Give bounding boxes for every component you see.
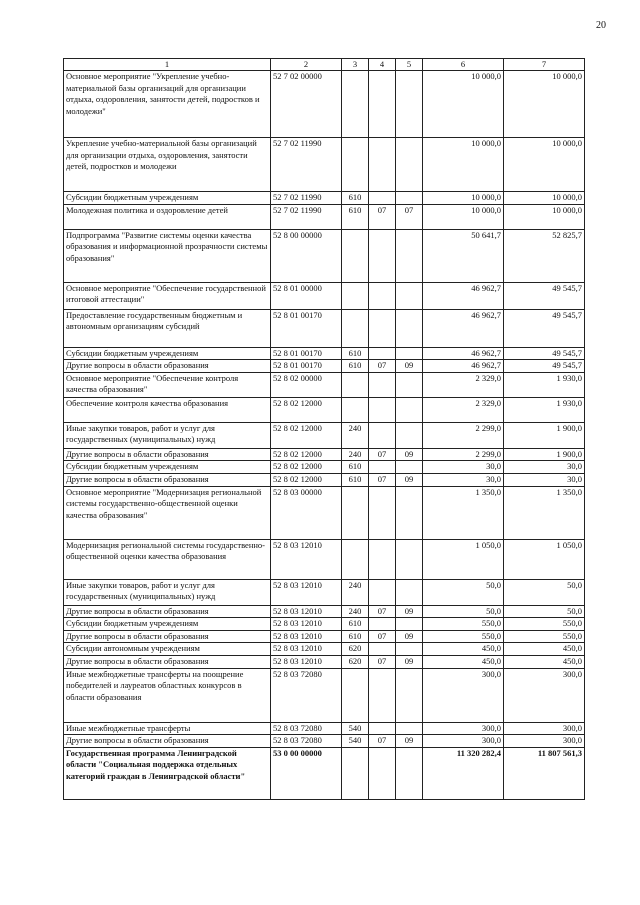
expense-type-cell (342, 309, 369, 347)
row-name-cell: Другие вопросы в области образования (64, 630, 271, 643)
code-cell: 52 8 02 00000 (271, 372, 342, 397)
table-body (64, 71, 585, 800)
code-cell: 52 8 03 12010 (271, 579, 342, 605)
amount-col7-cell: 49 545,7 (504, 309, 585, 347)
amount-col6-cell: 300,0 (423, 668, 504, 722)
subsection-cell (396, 618, 423, 631)
expense-type-cell (342, 747, 369, 799)
row-name-cell: Другие вопросы в области образования (64, 655, 271, 668)
amount-col7-cell: 550,0 (504, 630, 585, 643)
subsection-cell: 07 (396, 204, 423, 229)
table-row (64, 138, 585, 192)
expense-type-cell (342, 372, 369, 397)
subsection-cell (396, 282, 423, 309)
subsection-cell (396, 486, 423, 539)
code-cell: 52 8 03 12010 (271, 655, 342, 668)
subsection-cell (396, 138, 423, 192)
expense-type-cell: 540 (342, 722, 369, 735)
subsection-cell (396, 372, 423, 397)
section-cell (369, 309, 396, 347)
expense-type-cell: 240 (342, 605, 369, 618)
row-name-cell: Предоставление государственным бюджетным и автономным организациям субсидий (64, 309, 271, 347)
table-row (64, 618, 585, 631)
row-name-cell: Другие вопросы в области образования (64, 473, 271, 486)
table-row (64, 71, 585, 138)
table-row (64, 397, 585, 422)
section-cell (369, 747, 396, 799)
row-name-cell: Другие вопросы в области образования (64, 605, 271, 618)
amount-col6-cell: 10 000,0 (423, 71, 504, 138)
table-row (64, 630, 585, 643)
amount-col6-cell: 300,0 (423, 735, 504, 748)
amount-col7-cell: 10 000,0 (504, 204, 585, 229)
row-name-cell: Иные закупки товаров, работ и услуг для государственных (муниципальных) нужд (64, 422, 271, 448)
code-cell: 52 8 03 72080 (271, 722, 342, 735)
expense-type-cell: 610 (342, 618, 369, 631)
section-cell: 07 (369, 204, 396, 229)
amount-col6-cell: 10 000,0 (423, 192, 504, 205)
amount-col6-cell: 11 320 282,4 (423, 747, 504, 799)
code-cell: 52 8 02 12000 (271, 448, 342, 461)
section-cell (369, 579, 396, 605)
table-row (64, 605, 585, 618)
amount-col7-cell: 1 900,0 (504, 448, 585, 461)
amount-col7-cell: 30,0 (504, 473, 585, 486)
subsection-cell (396, 309, 423, 347)
amount-col7-cell: 52 825,7 (504, 229, 585, 282)
amount-col6-cell: 550,0 (423, 618, 504, 631)
amount-col7-cell: 450,0 (504, 643, 585, 656)
code-cell: 52 8 01 00170 (271, 309, 342, 347)
amount-col6-cell: 46 962,7 (423, 309, 504, 347)
expense-type-cell (342, 539, 369, 579)
section-cell (369, 229, 396, 282)
amount-col7-cell: 50,0 (504, 605, 585, 618)
amount-col7-cell: 49 545,7 (504, 282, 585, 309)
subsection-cell (396, 747, 423, 799)
amount-col7-cell: 450,0 (504, 655, 585, 668)
expense-type-cell: 240 (342, 579, 369, 605)
amount-col7-cell: 300,0 (504, 735, 585, 748)
row-name-cell: Иные закупки товаров, работ и услуг для государственных (муниципальных) нужд (64, 579, 271, 605)
subsection-cell: 09 (396, 448, 423, 461)
amount-col6-cell: 2 329,0 (423, 372, 504, 397)
table-row (64, 282, 585, 309)
row-name-cell: Иные межбюджетные трансферты на поощрение победителей и лауреатов областных конкурсов в области образования (64, 668, 271, 722)
table-row (64, 229, 585, 282)
row-name-cell: Обеспечение контроля качества образования (64, 397, 271, 422)
code-cell: 53 0 00 00000 (271, 747, 342, 799)
column-header: 7 (504, 59, 585, 71)
subsection-cell (396, 347, 423, 360)
amount-col7-cell: 11 807 561,3 (504, 747, 585, 799)
expense-type-cell (342, 229, 369, 282)
subsection-cell (396, 422, 423, 448)
expense-type-cell: 610 (342, 473, 369, 486)
expense-type-cell: 240 (342, 448, 369, 461)
column-header: 1 (64, 59, 271, 71)
section-cell: 07 (369, 360, 396, 373)
amount-col7-cell: 1 900,0 (504, 422, 585, 448)
column-header: 6 (423, 59, 504, 71)
table-row (64, 579, 585, 605)
code-cell: 52 8 01 00000 (271, 282, 342, 309)
expense-type-cell (342, 282, 369, 309)
table-row (64, 372, 585, 397)
code-cell: 52 8 03 72080 (271, 735, 342, 748)
amount-col6-cell: 46 962,7 (423, 282, 504, 309)
table-row (64, 668, 585, 722)
section-cell (369, 397, 396, 422)
section-cell: 07 (369, 473, 396, 486)
section-cell (369, 461, 396, 474)
subsection-cell: 09 (396, 655, 423, 668)
table-row (64, 735, 585, 748)
amount-col7-cell: 50,0 (504, 579, 585, 605)
amount-col6-cell: 550,0 (423, 630, 504, 643)
column-header: 2 (271, 59, 342, 71)
amount-col7-cell: 300,0 (504, 668, 585, 722)
expense-type-cell: 540 (342, 735, 369, 748)
table-row (64, 722, 585, 735)
code-cell: 52 8 01 00170 (271, 360, 342, 373)
amount-col6-cell: 10 000,0 (423, 204, 504, 229)
table-header-row (64, 59, 585, 71)
table-row (64, 473, 585, 486)
row-name-cell: Другие вопросы в области образования (64, 448, 271, 461)
row-name-cell: Субсидии автономным учреждениям (64, 643, 271, 656)
row-name-cell: Субсидии бюджетным учреждениям (64, 347, 271, 360)
code-cell: 52 8 01 00170 (271, 347, 342, 360)
expense-type-cell: 610 (342, 461, 369, 474)
section-cell (369, 372, 396, 397)
code-cell: 52 8 03 12010 (271, 643, 342, 656)
expense-type-cell: 610 (342, 630, 369, 643)
table-row (64, 360, 585, 373)
row-name-cell: Основное мероприятие "Обеспечение контроля качества образования" (64, 372, 271, 397)
section-cell (369, 643, 396, 656)
amount-col7-cell: 550,0 (504, 618, 585, 631)
row-name-cell: Основное мероприятие "Обеспечение государственной итоговой аттестации" (64, 282, 271, 309)
subsection-cell (396, 579, 423, 605)
amount-col7-cell: 300,0 (504, 722, 585, 735)
expense-type-cell (342, 486, 369, 539)
subsection-cell (396, 461, 423, 474)
amount-col7-cell: 49 545,7 (504, 360, 585, 373)
amount-col6-cell: 30,0 (423, 473, 504, 486)
code-cell: 52 8 02 12000 (271, 397, 342, 422)
amount-col6-cell: 46 962,7 (423, 360, 504, 373)
expense-type-cell (342, 138, 369, 192)
expense-type-cell: 610 (342, 204, 369, 229)
table-row (64, 422, 585, 448)
row-name-cell: Субсидии бюджетным учреждениям (64, 192, 271, 205)
row-name-cell: Другие вопросы в области образования (64, 360, 271, 373)
subsection-cell (396, 192, 423, 205)
column-header: 3 (342, 59, 369, 71)
row-name-cell: Государственная программа Ленинградской области "Социальная поддержка отдельных категорий граждан в Ленинградской области" (64, 747, 271, 799)
column-header: 4 (369, 59, 396, 71)
column-header: 5 (396, 59, 423, 71)
amount-col7-cell: 10 000,0 (504, 192, 585, 205)
amount-col7-cell: 1 930,0 (504, 397, 585, 422)
subsection-cell: 09 (396, 473, 423, 486)
expense-type-cell: 610 (342, 347, 369, 360)
code-cell: 52 8 03 12010 (271, 605, 342, 618)
table-row (64, 486, 585, 539)
table-row (64, 309, 585, 347)
amount-col7-cell: 1 050,0 (504, 539, 585, 579)
subsection-cell (396, 397, 423, 422)
expense-type-cell: 620 (342, 655, 369, 668)
amount-col7-cell: 30,0 (504, 461, 585, 474)
code-cell: 52 8 02 12000 (271, 473, 342, 486)
section-cell (369, 138, 396, 192)
section-cell (369, 618, 396, 631)
amount-col6-cell: 2 329,0 (423, 397, 504, 422)
code-cell: 52 7 02 00000 (271, 71, 342, 138)
amount-col6-cell: 46 962,7 (423, 347, 504, 360)
section-cell (369, 71, 396, 138)
row-name-cell: Модернизация региональной системы государственно-общественной оценки качества образования (64, 539, 271, 579)
subsection-cell: 09 (396, 360, 423, 373)
section-cell (369, 422, 396, 448)
row-name-cell: Основное мероприятие "Укрепление учебно-материальной базы организаций для организации отдыха, оздоровления, занятости детей, подростков и молодежи" (64, 71, 271, 138)
expense-type-cell (342, 668, 369, 722)
code-cell: 52 8 03 72080 (271, 668, 342, 722)
expense-type-cell: 610 (342, 192, 369, 205)
section-cell: 07 (369, 735, 396, 748)
subsection-cell (396, 229, 423, 282)
subsection-cell (396, 668, 423, 722)
subsection-cell (396, 71, 423, 138)
amount-col7-cell: 1 350,0 (504, 486, 585, 539)
expense-type-cell: 240 (342, 422, 369, 448)
section-cell (369, 539, 396, 579)
code-cell: 52 8 02 12000 (271, 422, 342, 448)
subsection-cell: 09 (396, 630, 423, 643)
row-name-cell: Основное мероприятие "Модернизация региональной системы государственно-общественной оценки качества образования" (64, 486, 271, 539)
code-cell: 52 8 00 00000 (271, 229, 342, 282)
subsection-cell (396, 643, 423, 656)
table-row (64, 539, 585, 579)
expense-type-cell: 620 (342, 643, 369, 656)
code-cell: 52 8 03 12010 (271, 539, 342, 579)
amount-col6-cell: 10 000,0 (423, 138, 504, 192)
section-cell: 07 (369, 655, 396, 668)
table-row (64, 461, 585, 474)
row-name-cell: Подпрограмма "Развитие системы оценки качества образования и информационной прозрачности системы образования" (64, 229, 271, 282)
amount-col6-cell: 450,0 (423, 643, 504, 656)
section-cell (369, 347, 396, 360)
page-number: 20 (596, 20, 606, 31)
expense-type-cell (342, 397, 369, 422)
amount-col6-cell: 50 641,7 (423, 229, 504, 282)
row-name-cell: Субсидии бюджетным учреждениям (64, 461, 271, 474)
amount-col6-cell: 50,0 (423, 605, 504, 618)
row-name-cell: Укрепление учебно-материальной базы организаций для организации отдыха, оздоровления, занятости детей, подростков и молодежи (64, 138, 271, 192)
code-cell: 52 8 03 12010 (271, 630, 342, 643)
table-row (64, 192, 585, 205)
code-cell: 52 8 03 12010 (271, 618, 342, 631)
amount-col6-cell: 1 350,0 (423, 486, 504, 539)
amount-col7-cell: 49 545,7 (504, 347, 585, 360)
section-cell (369, 668, 396, 722)
amount-col6-cell: 450,0 (423, 655, 504, 668)
amount-col6-cell: 300,0 (423, 722, 504, 735)
amount-col6-cell: 2 299,0 (423, 422, 504, 448)
section-cell (369, 486, 396, 539)
budget-table (63, 58, 585, 800)
section-cell: 07 (369, 630, 396, 643)
amount-col6-cell: 30,0 (423, 461, 504, 474)
amount-col6-cell: 1 050,0 (423, 539, 504, 579)
row-name-cell: Субсидии бюджетным учреждениям (64, 618, 271, 631)
code-cell: 52 7 02 11990 (271, 204, 342, 229)
section-cell (369, 192, 396, 205)
table-row (64, 347, 585, 360)
table-row (64, 204, 585, 229)
amount-col6-cell: 50,0 (423, 579, 504, 605)
code-cell: 52 7 02 11990 (271, 138, 342, 192)
amount-col6-cell: 2 299,0 (423, 448, 504, 461)
subsection-cell (396, 722, 423, 735)
expense-type-cell (342, 71, 369, 138)
table-row (64, 643, 585, 656)
section-cell: 07 (369, 448, 396, 461)
code-cell: 52 7 02 11990 (271, 192, 342, 205)
row-name-cell: Иные межбюджетные трансферты (64, 722, 271, 735)
code-cell: 52 8 03 00000 (271, 486, 342, 539)
section-cell: 07 (369, 605, 396, 618)
section-cell (369, 282, 396, 309)
amount-col7-cell: 10 000,0 (504, 138, 585, 192)
amount-col7-cell: 10 000,0 (504, 71, 585, 138)
code-cell: 52 8 02 12000 (271, 461, 342, 474)
row-name-cell: Молодежная политика и оздоровление детей (64, 204, 271, 229)
row-name-cell: Другие вопросы в области образования (64, 735, 271, 748)
table-row (64, 747, 585, 799)
table-row (64, 655, 585, 668)
section-cell (369, 722, 396, 735)
subsection-cell (396, 539, 423, 579)
table-row (64, 448, 585, 461)
subsection-cell: 09 (396, 735, 423, 748)
subsection-cell: 09 (396, 605, 423, 618)
amount-col7-cell: 1 930,0 (504, 372, 585, 397)
expense-type-cell: 610 (342, 360, 369, 373)
